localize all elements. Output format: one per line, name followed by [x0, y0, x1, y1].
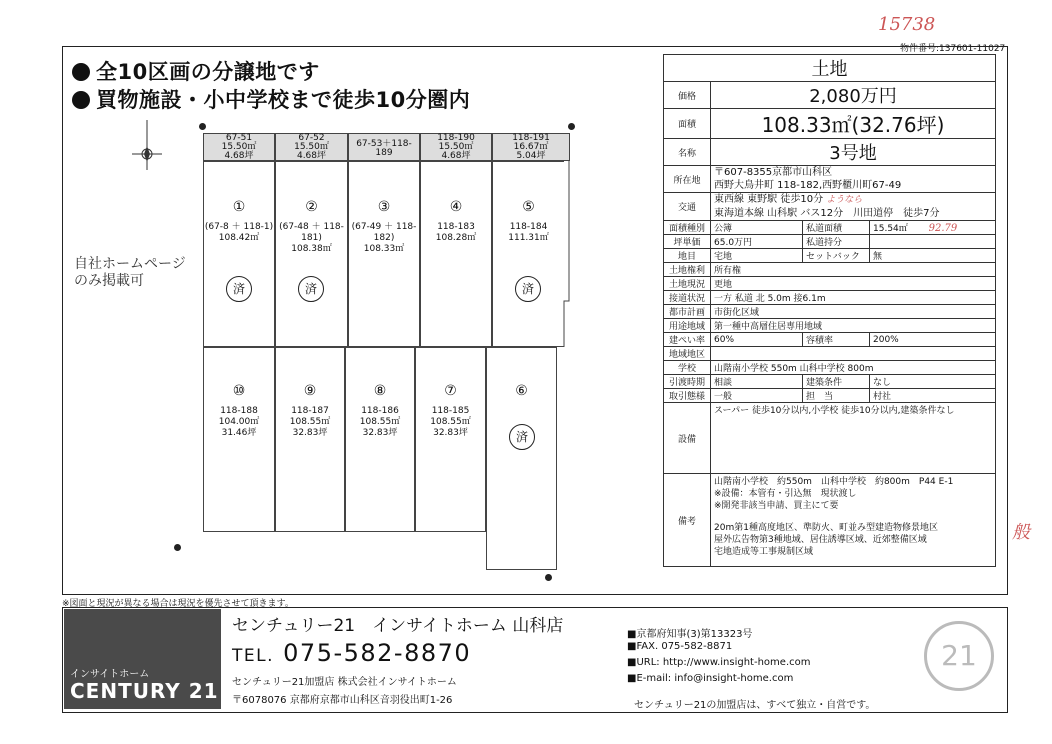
- headline-1-text: 全10区画の分譲地です: [96, 60, 320, 84]
- remarks-value: 山階南小学校 約550m 山科中学校 約800m P44 E-1 ※設備：本管有・引込無 現状渡し ※開発非該当申請、買主にて要 20m第1種高度地区、準防火、町並み型建造物修景地区 屋外広告物第3種地域、居住誘導区域、近郊整備区域 宅地造成等工事規制区域: [711, 474, 996, 567]
- remarks-key: 備考: [664, 474, 711, 567]
- side-note-line1: 自社ホームページ: [74, 256, 186, 272]
- sold-stamp: 済: [226, 276, 252, 302]
- lot-6: ⑥ 済: [486, 347, 557, 570]
- private-road-area: 15.54㎡ 92.79: [870, 221, 996, 235]
- independent-note: センチュリー21の加盟店は、すべて独立・自営です。: [634, 700, 876, 711]
- area-key: 面積: [664, 109, 711, 139]
- bullet-icon: [72, 63, 90, 81]
- road-parcel: 118-191 16.67㎡ 5.04坪: [492, 133, 570, 161]
- lot-10: ⑩ 118-188 104.00㎡ 31.46坪: [203, 347, 275, 532]
- road-parcel: 67-53＋118-189: [348, 133, 420, 161]
- handwritten-number: 15738: [878, 14, 936, 35]
- traffic-key: 交通: [664, 193, 711, 221]
- lot-4: ④ 118-183 108.28㎡: [420, 161, 492, 347]
- facility-value: スーパー 徒歩10分以内,小学校 徒歩10分以内,建築条件なし: [711, 403, 996, 474]
- north-compass-icon: [128, 120, 166, 170]
- facility-key: 設備: [664, 403, 711, 474]
- lot-9: ⑨ 118-187 108.55㎡ 32.83坪: [275, 347, 345, 532]
- property-number: 物件番号:137601-11027: [900, 44, 1006, 54]
- company-address: 〒6078076 京都府京都市山科区音羽役出町1-26: [232, 695, 453, 706]
- road-parcel: 67-51 15.50㎡ 4.68坪: [203, 133, 275, 161]
- headline-2-text: 買物施設・小中学校まで徒歩10分圏内: [96, 88, 471, 112]
- area-value: 108.33㎡(32.76坪): [711, 109, 996, 139]
- price-value: 2,080万円: [711, 82, 996, 109]
- boundary-marker: [545, 574, 552, 581]
- handwritten-side-mark: 般: [1012, 522, 1030, 543]
- price-key: 価格: [664, 82, 711, 109]
- road-parcel: 118-190 15.50㎡ 4.68坪: [420, 133, 492, 161]
- traffic-line1: 東西線 東野駅 徒歩10分 ようなら: [714, 194, 863, 205]
- lot-3: ③ (67-49 ＋ 118-182) 108.33㎡: [348, 161, 420, 347]
- license: ■京都府知事(3)第13323号: [627, 629, 753, 640]
- bullet-icon: [72, 91, 90, 109]
- lot-2: ② (67-48 ＋ 118-181) 108.38㎡ 済: [275, 161, 348, 347]
- company-line1: センチュリー21加盟店 株式会社インサイトホーム: [232, 677, 457, 688]
- info-title: 土地: [664, 55, 996, 82]
- boundary-marker: [174, 544, 181, 551]
- boundary-marker: [568, 123, 575, 130]
- url: ■URL: http://www.insight-home.com: [627, 657, 811, 668]
- lot-8: ⑧ 118-186 108.55㎡ 32.83坪: [345, 347, 415, 532]
- address-line1: 〒607-8355京都市山科区: [714, 167, 833, 178]
- lot-5-edge: [555, 161, 575, 351]
- address-line2: 西野大鳥井町 118-182,西野櫃川町67-49: [714, 180, 902, 191]
- footer-disclaimer: ※図面と現況が異なる場合は現況を優先させて頂きます。: [62, 599, 294, 609]
- name-key: 名称: [664, 139, 711, 166]
- email: ■E-mail: info@insight-home.com: [627, 673, 794, 684]
- headline-1: [72, 56, 320, 86]
- sold-stamp: 済: [298, 276, 324, 302]
- century21-logo: インサイトホーム CENTURY 21: [64, 609, 221, 709]
- lot-1: ① (67-8 ＋ 118-1) 108.42㎡ 済: [203, 161, 275, 347]
- century21-seal-icon: 21: [924, 621, 994, 691]
- property-info-table: 土地 価格 2,080万円 面積 108.33㎡(32.76坪) 名称 3号地 所在地 〒607-8355京都市山科区 西野大鳥井町 118-182,西野櫃川町67-49 交通 東西線 東野駅 徒歩10分 ようなら 東海道本線 山科駅 バス12分 川田道停 徒歩7分 面積種別 公簿 私道面積 15.54㎡ 92.79 坪単価 65.0万円 私道持分 地目 宅地 セットバック 無 土地権利 所有権 土地現況 更地 接道状況 一方 私道 北 5.0m 接6.1m 都市計画 市街化区域 用途地域 第一種中高層住居専用地域 建ぺい率 60% 容積率 200% 地域地区 学校 山階南小学校 550m 山科中学校 800m 引渡時期 相談 建築条件 なし 取引態様 一般 担 当 村社 設備 スーパー 徒歩10分以内,小学校 徒歩10分以内,建築条件なし 備考 山階南小学校 約550m 山科中学校 約800m P44 E-1 ※設備：本管有・引込無 現状渡し ※開発非該当申請、買主にて要 20m第1種高度地区、準防火、町並み型建造物修景地区 屋外広告物第3種地域、居住誘導区域、近郊整備区域 宅地造成等工事規制区域: [663, 54, 996, 567]
- headline-2: [72, 84, 470, 114]
- fax: ■FAX. 075-582-8871: [627, 641, 733, 652]
- sold-stamp: 済: [515, 276, 541, 302]
- address-key: 所在地: [664, 166, 711, 193]
- name-value: 3号地: [711, 139, 996, 166]
- company-name: センチュリー21 インサイトホーム 山科店: [232, 616, 564, 636]
- lot-5: ⑤ 118-184 111.31㎡ 済: [492, 161, 564, 347]
- sold-stamp: 済: [509, 424, 535, 450]
- lot-7: ⑦ 118-185 108.55㎡ 32.83坪: [415, 347, 486, 532]
- boundary-marker: [199, 123, 206, 130]
- telephone: TEL. 075-582-8870: [232, 639, 472, 667]
- side-note-line2: のみ掲載可: [74, 273, 144, 289]
- homepage-only-note: [74, 256, 186, 290]
- road-parcel: 67-52 15.50㎡ 4.68坪: [275, 133, 348, 161]
- traffic-line2: 東海道本線 山科駅 バス12分 川田道停 徒歩7分: [714, 208, 940, 219]
